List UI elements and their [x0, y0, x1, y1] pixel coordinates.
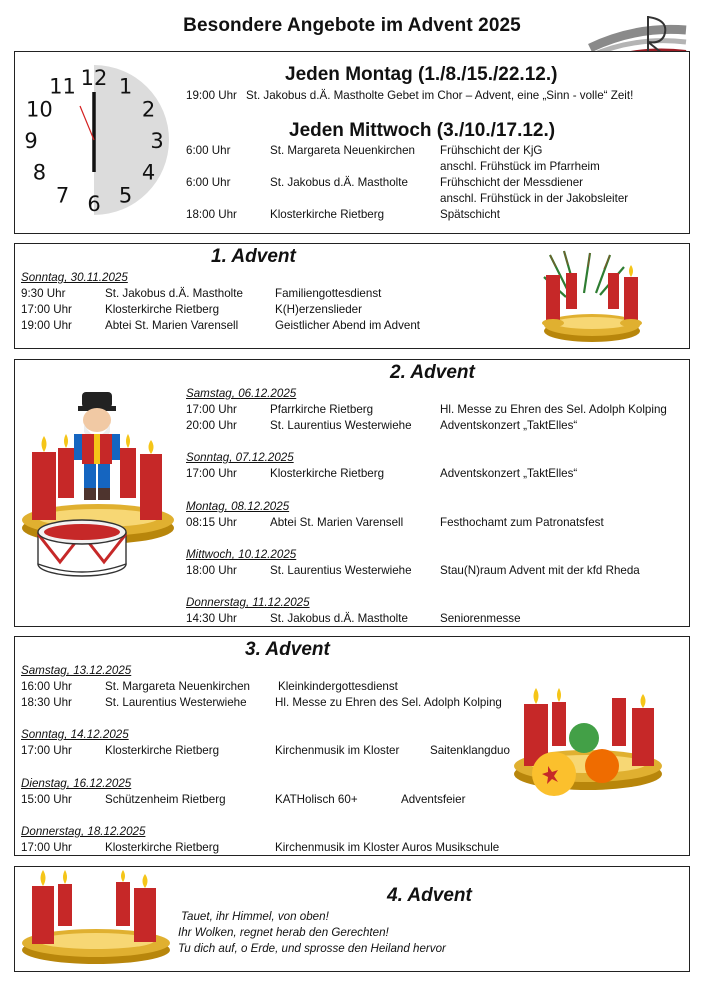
- advent4-verse-line: Tu dich auf, o Erde, und sprosse den Heiland hervor: [178, 942, 446, 955]
- advent3-time: 17:00 Uhr: [21, 744, 72, 757]
- wednesday-time: 18:00 Uhr: [186, 208, 237, 221]
- advent3-event: KATHolisch 60+: [275, 793, 358, 806]
- advent2-place: Klosterkirche Rietberg: [270, 467, 385, 480]
- advent3-event: Kirchenmusik im Kloster: [275, 744, 400, 757]
- clock-numeral: 3: [150, 129, 164, 153]
- advent1-event: Familiengottesdienst: [275, 287, 382, 300]
- advent3-date: Donnerstag, 18.12.2025: [21, 825, 146, 838]
- advent3-time: 17:00 Uhr: [21, 841, 72, 854]
- advent3-date: Sonntag, 14.12.2025: [21, 728, 129, 741]
- advent2-time: 14:30 Uhr: [186, 612, 237, 625]
- advent3-event: Hl. Messe zu Ehren des Sel. Adolph Kolping: [275, 696, 502, 709]
- advent1-event: K(H)erzenslieder: [275, 303, 362, 316]
- advent2-event: Seniorenmesse: [440, 612, 521, 625]
- wednesday-note: anschl. Frühstück im Pfarrheim: [440, 160, 600, 173]
- advent2-time: 17:00 Uhr: [186, 403, 237, 416]
- clock-numeral: 12: [80, 66, 108, 90]
- advent2-event: Hl. Messe zu Ehren des Sel. Adolph Kolping: [440, 403, 667, 416]
- advent3-time: 16:00 Uhr: [21, 680, 72, 693]
- advent3-extra: Saitenklangduo: [430, 744, 510, 757]
- wednesday-event: Frühschicht der Messdiener: [440, 176, 584, 189]
- advent3-event: Kirchenmusik im Kloster Auros Musikschule: [275, 841, 500, 854]
- wednesday-place: St. Jakobus d.Ä. Mastholte: [270, 176, 408, 189]
- advent1-date: Sonntag, 30.11.2025: [21, 271, 128, 284]
- advent1-heading: 1. Advent: [211, 246, 296, 267]
- clock-numeral: 2: [141, 97, 156, 122]
- monday-text: St. Jakobus d.Ä. Mastholte Gebet im Chor – Advent, eine „Sinn - volle“ Zeit!: [246, 89, 634, 102]
- advent3-heading: 3. Advent: [245, 639, 330, 660]
- clock-numeral: 1: [118, 74, 133, 99]
- clock-numeral: 6: [87, 192, 101, 216]
- advent2-event: Stau(N)raum Advent mit der kfd Rheda: [440, 564, 640, 577]
- advent2-event: Adventskonzert „TaktElles“: [440, 467, 578, 480]
- advent3-extra: Adventsfeier: [401, 793, 466, 806]
- clock-numeral: 8: [32, 160, 47, 185]
- wednesday-time: 6:00 Uhr: [186, 176, 231, 189]
- advent2-time: 17:00 Uhr: [186, 467, 237, 480]
- clock-numeral: 10: [26, 97, 53, 122]
- clock-numeral: 9: [24, 129, 38, 153]
- advent1-place: Klosterkirche Rietberg: [105, 303, 220, 316]
- advent3-date: Samstag, 13.12.2025: [21, 664, 132, 677]
- advent2-place: St. Laurentius Westerwiehe: [270, 419, 412, 432]
- monday-time: 19:00 Uhr: [186, 89, 237, 102]
- advent3-place: Klosterkirche Rietberg: [105, 744, 220, 757]
- advent-wreath-four-candles-icon: [20, 870, 180, 970]
- wednesday-heading: Jeden Mittwoch (3./10./17.12.): [289, 120, 556, 141]
- page-title: Besondere Angebote im Advent 2025: [183, 15, 521, 36]
- advent1-time: 19:00 Uhr: [21, 319, 72, 332]
- advent1-time: 17:00 Uhr: [21, 303, 72, 316]
- clock-numeral: 5: [118, 183, 133, 208]
- advent3-place: Klosterkirche Rietberg: [105, 841, 220, 854]
- monday-heading: Jeden Montag (1./8./15./22.12.): [285, 64, 558, 85]
- advent2-date: Sonntag, 07.12.2025: [186, 451, 294, 464]
- advent3-event: Kleinkindergottesdienst: [278, 680, 398, 693]
- advent2-time: 18:00 Uhr: [186, 564, 237, 577]
- advent2-time: 08:15 Uhr: [186, 516, 237, 529]
- advent2-place: St. Jakobus d.Ä. Mastholte: [270, 612, 408, 625]
- advent4-verse-line: Tauet, ihr Himmel, von oben!: [181, 910, 329, 923]
- advent3-date: Dienstag, 16.12.2025: [21, 777, 132, 790]
- advent3-time: 18:30 Uhr: [21, 696, 72, 709]
- wednesday-place: St. Margareta Neuenkirchen: [270, 144, 415, 157]
- advent1-place: St. Jakobus d.Ä. Mastholte: [105, 287, 243, 300]
- clock-numeral: 11: [49, 74, 76, 99]
- advent3-place: St. Laurentius Westerwiehe: [105, 696, 247, 709]
- wednesday-time: 6:00 Uhr: [186, 144, 231, 157]
- wednesday-place: Klosterkirche Rietberg: [270, 208, 385, 221]
- nutcracker-wreath-icon: [20, 388, 180, 588]
- advent3-time: 15:00 Uhr: [21, 793, 72, 806]
- advent2-place: Pfarrkirche Rietberg: [270, 403, 374, 416]
- advent2-event: Festhochamt zum Patronatsfest: [440, 516, 604, 529]
- advent4-verse-line: Ihr Wolken, regnet herab den Gerechten!: [178, 926, 389, 939]
- advent1-time: 9:30 Uhr: [21, 287, 66, 300]
- clock-numeral: 7: [55, 183, 70, 208]
- advent2-date: Samstag, 06.12.2025: [186, 387, 297, 400]
- clock-icon: [13, 62, 183, 232]
- clock-numeral: 4: [141, 160, 156, 185]
- advent1-place: Abtei St. Marien Varensell: [105, 319, 239, 332]
- advent4-heading: 4. Advent: [387, 885, 472, 906]
- wednesday-event: Frühschicht der KjG: [440, 144, 543, 157]
- advent-wreath-greens-icon: [540, 247, 650, 347]
- advent1-event: Geistlicher Abend im Advent: [275, 319, 421, 332]
- wednesday-event: Spätschicht: [440, 208, 500, 221]
- advent2-time: 20:00 Uhr: [186, 419, 237, 432]
- advent-wreath-ornaments-icon: [512, 686, 672, 804]
- advent2-place: Abtei St. Marien Varensell: [270, 516, 404, 529]
- wednesday-note: anschl. Frühstück in der Jakobsleiter: [440, 192, 629, 205]
- advent2-date: Donnerstag, 11.12.2025: [186, 596, 310, 609]
- advent2-date: Montag, 08.12.2025: [186, 500, 290, 513]
- advent2-date: Mittwoch, 10.12.2025: [186, 548, 297, 561]
- advent3-place: St. Margareta Neuenkirchen: [105, 680, 250, 693]
- advent2-heading: 2. Advent: [390, 362, 475, 383]
- advent2-event: Adventskonzert „TaktElles“: [440, 419, 578, 432]
- advent3-place: Schützenheim Rietberg: [105, 793, 226, 806]
- advent2-place: St. Laurentius Westerwiehe: [270, 564, 412, 577]
